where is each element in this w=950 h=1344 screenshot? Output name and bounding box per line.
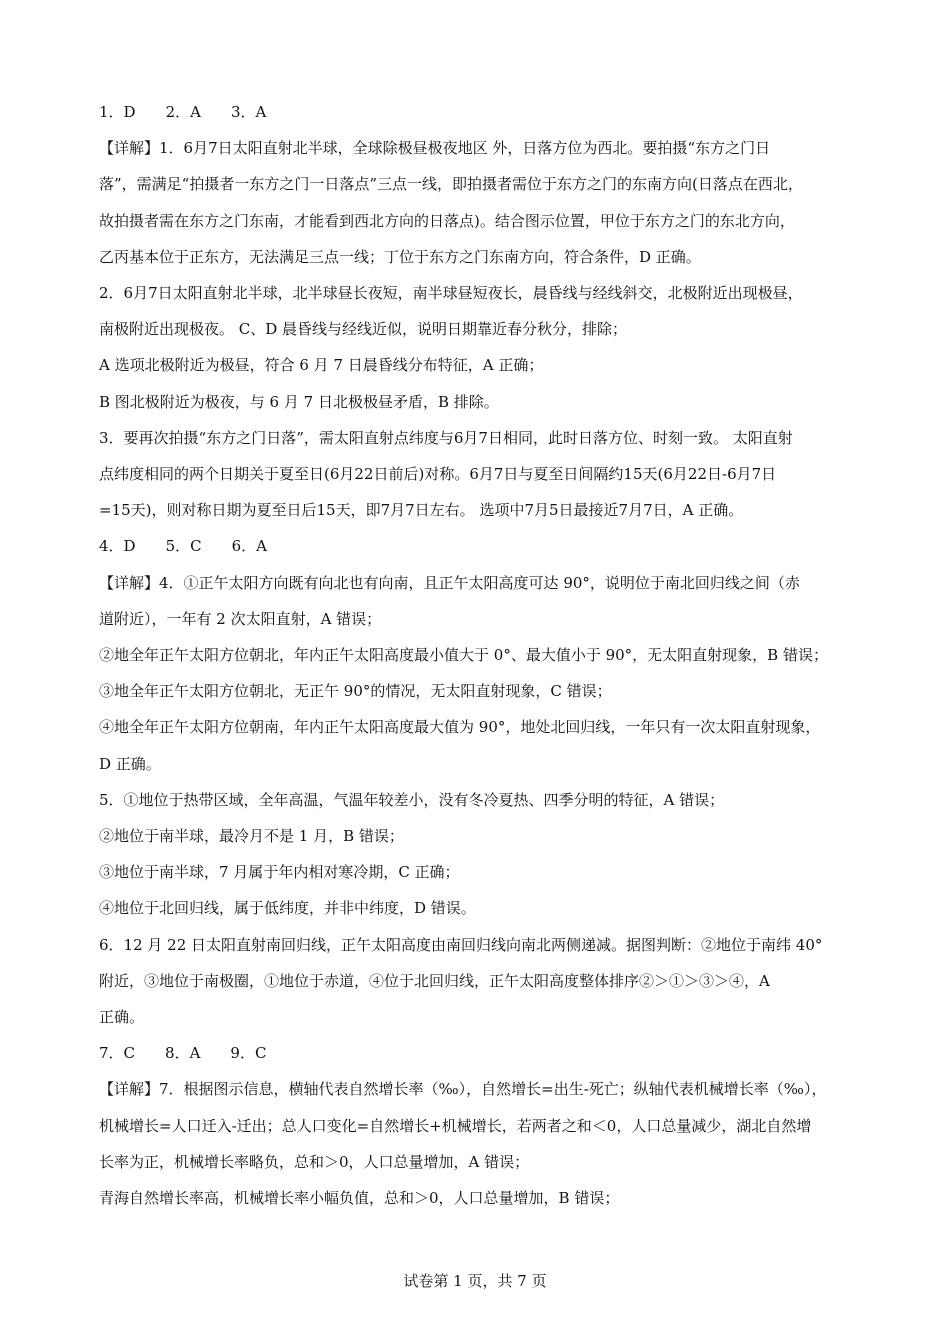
explanation-line: A 选项北极附近为极昼，符合 6 月 7 日晨昏线分布特征，A 正确； (99, 356, 544, 375)
explanation-line: 青海自然增长率高，机械增长率小幅负值，总和＞0，人口总量增加，B 错误； (99, 1189, 620, 1208)
explanation-line: ④地位于北回归线，属于低纬度，并非中纬度，D 错误。 (99, 899, 476, 918)
explanation-line: ④地全年正午太阳方位朝南，年内正午太阳高度最大值为 90°，地处北回归线，一年只有一次太阳直射现象， (99, 718, 821, 737)
explanation-line: 附近，③地位于南极圈，①地位于赤道，④位于北回归线，正午太阳高度整体排序②＞①＞③＞④，A (99, 971, 770, 990)
explanation-line: B 图北极附近为极夜，与 6 月 7 日北极极昼矛盾，B 排除。 (99, 392, 499, 411)
explanation-line: 【详解】4．①正午太阳方向既有向北也有向南，且正午太阳高度可达 90°，说明位于南北回归线之间（赤 (99, 573, 800, 592)
explanation-line: 长率为正，机械增长率略负，总和＞0，人口总量增加，A 错误； (99, 1152, 530, 1171)
explanation-line: 乙丙基本位于正东方，无法满足三点一线；丁位于东方之门东南方向，符合条件，D 正确。 (99, 247, 701, 266)
explanation-line: ②地位于南半球，最冷月不是 1 月，B 错误； (99, 827, 404, 846)
explanation-line: 正确。 (99, 1008, 145, 1027)
explanation-line: =15天)，则对称日期为夏至日后15天，即7月7日左右。 选项中7月5日最接近7月7日，A 正确。 (99, 501, 744, 520)
answer-line: 1．D 2．A 3．A (99, 103, 267, 121)
explanation-line: D 正确。 (99, 754, 161, 773)
explanation-line: 5．①地位于热带区域，全年高温，气温年较差小，没有冬冷夏热、四季分明的特征，A 错误； (99, 790, 725, 809)
explanation-line: 机械增长=人口迁入-迁出；总人口变化=自然增长+机械增长，若两者之和＜0，人口总量减少，湖北自然增 (99, 1116, 812, 1135)
explanation-line: 2．6月7日太阳直射北半球，北半球昼长夜短，南半球昼短夜长，晨昏线与经线斜交，北极附近出现极昼， (99, 284, 803, 303)
explanation-line: ③地位于南半球，7 月属于年内相对寒冷期，C 正确； (99, 863, 460, 882)
explanation-line: 6．12 月 22 日太阳直射南回归线，正午太阳高度由南回归线向南北两侧递减。据图判断：②地位于南纬 40° (99, 935, 823, 954)
answer-line: 4．D 5．C 6．A (99, 537, 267, 556)
explanation-line: 落”，需满足“拍摄者一东方之门一日落点”三点一线，即拍摄者需位于东方之门的东南方向(日落点在西北， (99, 175, 803, 194)
explanation-line: 道附近），一年有 2 次太阳直射，A 错误； (99, 609, 382, 628)
explanation-line: 故拍摄者需在东方之门东南，才能看到西北方向的日落点)。结合图示位置，甲位于东方之门的东北方向， (99, 211, 795, 230)
explanation-line: 【详解】1．6月7日太阳直射北半球，全球除极昼极夜地区 外，日落方位为西北。要拍摄“东方之门日 (99, 139, 771, 158)
page-footer: 试卷第 1 页，共 7 页 (403, 1272, 547, 1290)
explanation-line: 【详解】7．根据图示信息，横轴代表自然增长率（‰），自然增长=出生-死亡；纵轴代表机械增长率（‰）， (99, 1080, 827, 1099)
explanation-line: 南极附近出现极夜。 C、D 晨昏线与经线近似，说明日期靠近春分秋分，排除； (99, 320, 628, 339)
answer-line: 7．C 8．A 9．C (99, 1044, 267, 1063)
explanation-line: 3．要再次拍摄“东方之门日落”，需太阳直射点纬度与6月7日相同，此时日落方位、时刻一致。 太阳直射 (99, 428, 793, 447)
explanation-line: ③地全年正午太阳方位朝北，无正午 90°的情况，无太阳直射现象，C 错误； (99, 682, 612, 701)
document-body (99, 94, 859, 1216)
explanation-line: 点纬度相同的两个日期关于夏至日(6月22日前后)对称。6月7日与夏至日间隔约15天(6月22日-6月7日 (99, 465, 777, 484)
explanation-line: ②地全年正午太阳方位朝北，年内正午太阳高度最小值大于 0°、最大值小于 90°，无太阳直射现象，B 错误； (99, 646, 828, 665)
